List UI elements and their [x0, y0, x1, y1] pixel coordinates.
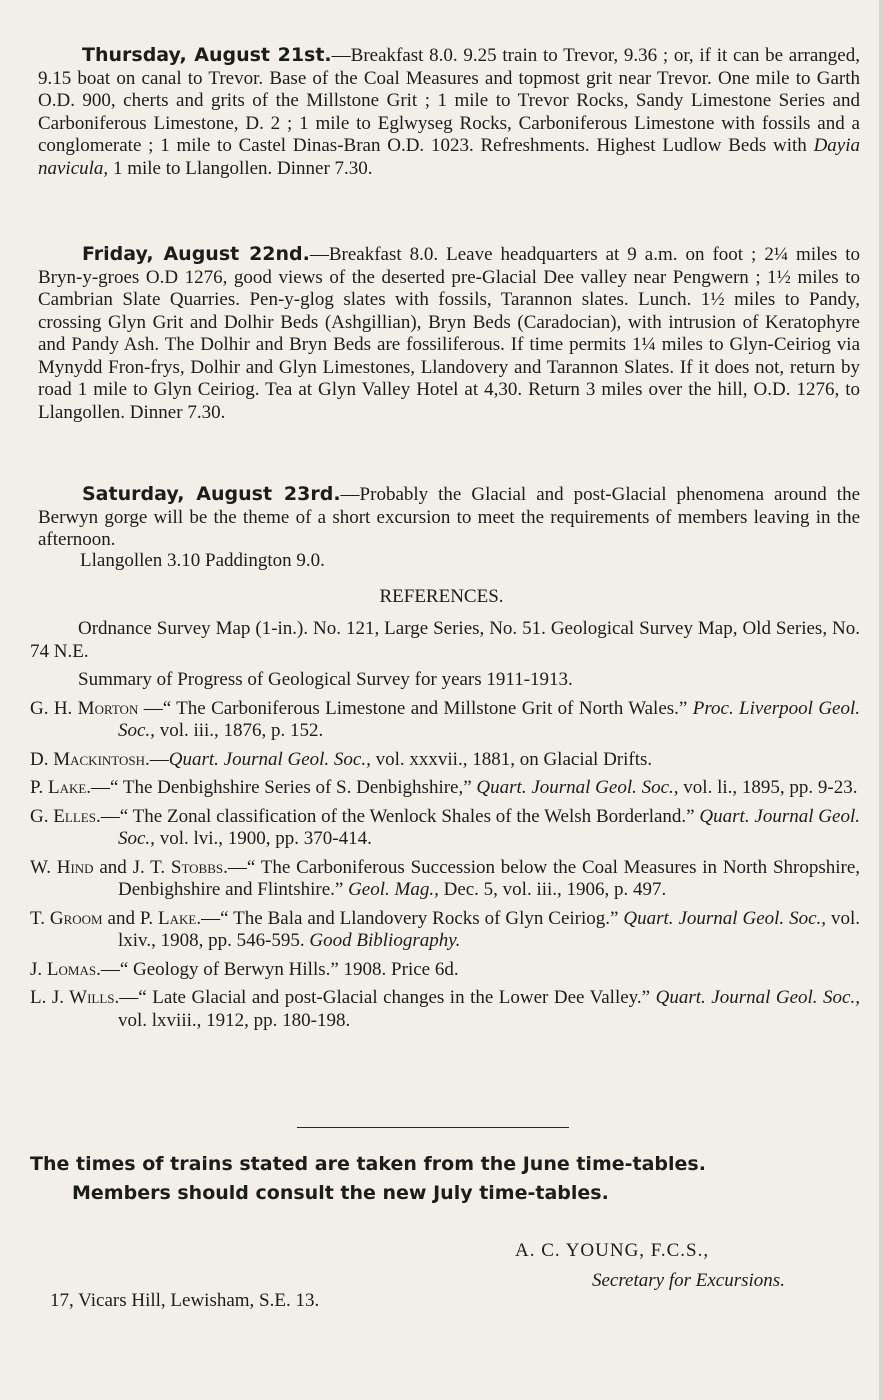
- ref-journal: Quart. Journal Geol. Soc.,: [168, 748, 371, 770]
- ref-journal: Quart. Journal Geol. Soc.,: [476, 777, 679, 798]
- ref-rest: vol. lvi., 1900, pp. 370-414.: [154, 828, 372, 849]
- reference-summary: Summary of Progress of Geological Survey for years 1911-1913.: [78, 669, 573, 690]
- ref-author: J. T. Stobbs.: [132, 856, 228, 878]
- ref-author: G. Elles.: [30, 805, 101, 827]
- thursday-species: Dayia navicula,: [38, 135, 860, 179]
- ref-title: —“ The Carboniferous Succession below the Coal Measures in North Shropshire, Denbighshire and Flintshire.”: [118, 856, 861, 900]
- thursday-paragraph: [38, 44, 860, 180]
- ref-author: P. Lake.: [30, 777, 92, 798]
- ref-and: and: [102, 907, 140, 929]
- ref-journal: Quart. Journal Geol. Soc.,: [623, 907, 827, 929]
- notice-line-1: The times of trains stated are taken from the June time-tables.: [30, 1153, 706, 1175]
- saturday-text: —Probably the Glacial and post-Glacial phenomena around the Berwyn gorge will be the theme of a short excursion to meet the requirements of members leaving in the afternoon.: [38, 484, 861, 550]
- ref-title: —“ The Carboniferous Limestone and Millstone Grit of North Wales.”: [138, 697, 693, 719]
- thursday-text: —Breakfast 8.0. 9.25 train to Trevor, 9.36 ; or, if it can be arranged, 9.15 boat on canal to Trevor. Base of the Coal Measures and topmost grit near Trevor. One mile to Garth O.D. 900, cherts and grits of the Millstone Grit ; 1 mile to Trevor Rocks, Sandy Limestone Series and Carboniferous Limestone, D. 2 ; 1 mile to Eglwyseg Rocks, Carboniferous Limestone with fossils and a conglomerate ; 1 mile to Castel Dinas-Bran O.D. 1023. Refreshments. Highest Ludlow Beds with: [38, 45, 860, 156]
- divider-rule: [297, 1127, 569, 1128]
- reference-morton: [30, 698, 860, 743]
- ref-author: D. Mackintosh.: [30, 748, 150, 770]
- reference-groom-lake: [30, 908, 860, 953]
- ref-rest: vol. xxxvii., 1881, on Glacial Drifts.: [370, 748, 653, 770]
- ref-and: and: [93, 856, 133, 878]
- ref-journal: Proc. Liverpool Geol. Soc.,: [118, 697, 860, 741]
- ref-rest: —“ Geology of Berwyn Hills.” 1908. Price 6d.: [100, 958, 459, 980]
- signature-address: 17, Vicars Hill, Lewisham, S.E. 13.: [50, 1290, 320, 1311]
- ref-author: L. J. Wills.: [30, 987, 120, 1008]
- reference-hind-stobbs: [30, 857, 860, 902]
- reference-wills: [30, 987, 860, 1032]
- friday-paragraph: [38, 243, 860, 424]
- reference-elles: [30, 806, 860, 851]
- friday-heading: Friday, August 22nd.: [82, 243, 310, 265]
- notice-line-2: Members should consult the new July time-tables.: [72, 1182, 609, 1204]
- ref-journal: Quart. Journal Geol. Soc.,: [118, 805, 860, 849]
- thursday-tail: 1 mile to Llangollen. Dinner 7.30.: [108, 157, 373, 179]
- saturday-heading: Saturday, August 23rd.: [82, 483, 341, 505]
- friday-text: —Breakfast 8.0. Leave headquarters at 9 a.m. on foot ; 2¼ miles to Bryn-y-groes O.D 1276, good views of the deserted pre-Glacial Dee valley near Pengwern ; 1½ miles to Cambrian Slate Quarries. Pen-y-glog slates with fossils, Tarannon slates. Lunch. 1½ miles to Pandy, crossing Glyn Grit and Dolhir Beds (Ashgillian), Bryn Beds (Caradocian), with intrusion of Keratophyre and Pandy Ash. The Dolhir and Bryn Beds are fossiliferous. If time permits 1¼ miles to Glyn-Ceiriog via Mynydd Fron-frys, Dolhir and Glyn Limestones, Llandovery and Tarannon Slates. If it does not, return by road 1 mile to Glyn Ceiriog. Tea at Glyn Valley Hotel at 4,30. Return 3 miles over the hill, O.D. 1276, to Llangollen. Dinner 7.30.: [38, 244, 860, 423]
- ref-rest: Dec. 5, vol. iii., 1906, p. 497.: [438, 879, 667, 900]
- reference-mackintosh: [30, 749, 860, 772]
- ref-rest: vol. iii., 1876, p. 152.: [154, 720, 324, 741]
- ref-title: —“ Late Glacial and post-Glacial changes in the Lower Dee Valley.”: [119, 987, 656, 1008]
- ref-journal: Quart. Journal Geol. Soc.,: [655, 987, 860, 1008]
- ref-rest: vol. li., 1895, pp. 9-23.: [678, 777, 858, 798]
- ref-rest: vol. lxviii., 1912, pp. 180-198.: [118, 1009, 351, 1031]
- reference-maps: Ordnance Survey Map (1-in.). No. 121, Large Series, No. 51. Geological Survey Map, Old Series, No. 74 N.E.: [30, 618, 860, 662]
- reference-lake: [30, 777, 860, 800]
- references-list: [30, 618, 860, 1038]
- page-edge: [879, 0, 883, 1400]
- ref-title: —“ The Denbighshire Series of S. Denbighshire,”: [91, 777, 477, 798]
- ref-author: W. Hind: [30, 856, 94, 878]
- saturday-paragraph: [38, 483, 860, 552]
- reference-lomas: [30, 959, 860, 982]
- ref-author: G. H. Morton: [30, 697, 139, 719]
- signature-name: A. C. YOUNG, F.C.S.,: [515, 1240, 710, 1261]
- thursday-heading: Thursday, August 21st.: [82, 44, 332, 66]
- ref-author: P. Lake.: [139, 907, 202, 929]
- ref-author: J. Lomas.: [30, 958, 101, 980]
- ref-note: Good Bibliography.: [309, 930, 461, 951]
- ref-journal: Geol. Mag.,: [348, 879, 439, 900]
- ref-sep: —: [149, 748, 169, 770]
- ref-author: T. Groom: [30, 907, 103, 929]
- train-notice: [30, 1150, 870, 1208]
- saturday-train: Llangollen 3.10 Paddington 9.0.: [80, 550, 325, 571]
- ref-title: —“ The Bala and Llandovery Rocks of Glyn Ceiriog.”: [201, 907, 624, 929]
- ref-title: —“ The Zonal classification of the Wenlock Shales of the Welsh Borderland.”: [100, 805, 700, 827]
- references-heading: REFERENCES.: [379, 586, 504, 607]
- signature-role: Secretary for Excursions.: [592, 1270, 785, 1291]
- ref-rest: vol. lxiv., 1908, pp. 546-595.: [118, 907, 860, 951]
